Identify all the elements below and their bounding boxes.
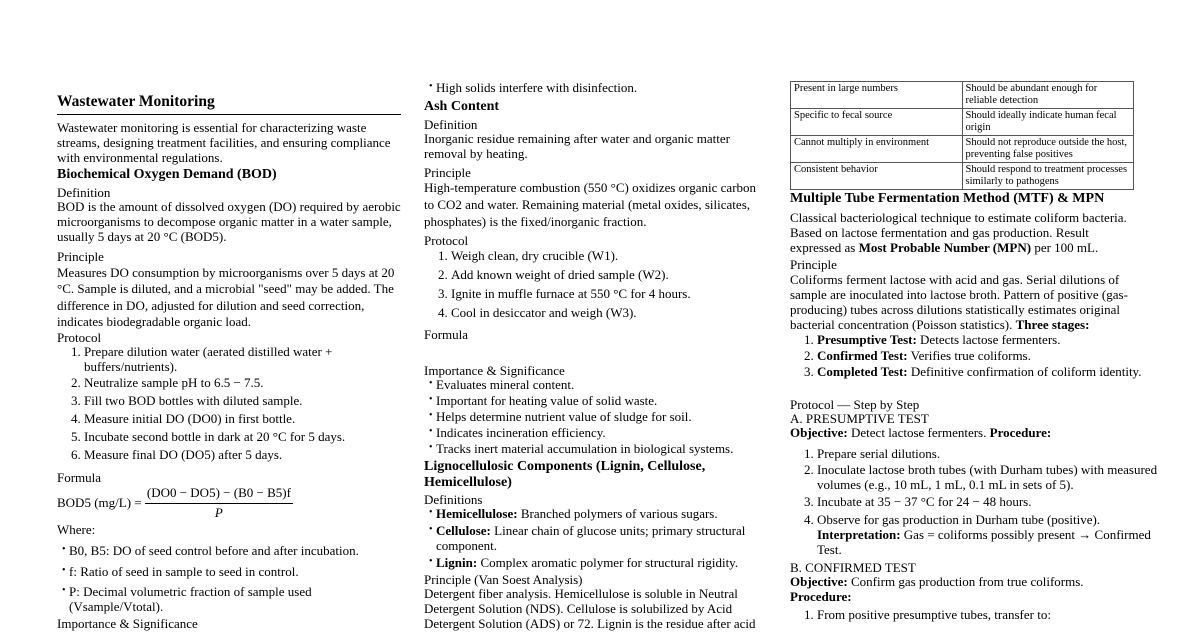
ash-definition-text: Inorganic residue remaining after water and organic matter removal by heating. <box>424 131 730 161</box>
list-item: • Hemicellulose: Branched polymers of various sugars. <box>429 507 767 522</box>
formula-denominator: P <box>214 504 223 520</box>
table-cell: Consistent behavior <box>791 163 963 190</box>
formula-numerator: (DO0 − DO5) − (B0 − B5)f <box>145 486 293 504</box>
list-item: 4. Measure initial DO (DO0) in first bottle. <box>84 412 374 427</box>
list-item: • Important for heating value of solid waste. <box>429 394 767 409</box>
list-item: 3. Incubate at 35 − 37 °C for 24 − 48 hours. <box>817 495 1161 510</box>
list-item: • High solids interfere with disinfection. <box>429 81 767 96</box>
confirmed-heading: B. CONFIRMED TEST <box>790 560 916 575</box>
page-title: Wastewater Monitoring <box>57 93 401 115</box>
list-item: 1. Prepare serial dilutions. <box>817 447 1161 462</box>
formula-fraction <box>145 486 293 521</box>
table-cell: Should ideally indicate human fecal origin <box>962 109 1134 136</box>
mtf-principle-text: Coliforms ferment lactose with acid and gas. Serial dilutions of sample are inoculated into lactose broth. Pattern of positive (gas-producing) tubes across dilutions statistically estimates original bacterial concentration (Poisson statistics). Three stages: <box>790 272 1128 332</box>
list-item: 1. Presumptive Test: Detects lactose fermenters. <box>817 333 1161 348</box>
table-cell: Should respond to treatment processes similarly to pathogens <box>962 163 1134 190</box>
vansoest-label: Principle (Van Soest Analysis) <box>424 572 583 587</box>
presumptive-heading: A. PRESUMPTIVE TEST <box>790 411 929 426</box>
confirmed-objective: Objective: Confirm gas production from true coliforms. Procedure: <box>790 574 1084 604</box>
list-item: • Cellulose: Linear chain of glucose units; primary structural component. <box>429 524 767 554</box>
mtf-heading: Multiple Tube Fermentation Method (MTF) & MPN <box>790 191 1105 206</box>
solids-bullet-list <box>424 81 767 96</box>
table-cell: Present in large numbers <box>791 82 963 109</box>
list-item: 3. Fill two BOD bottles with diluted sample. <box>84 394 374 409</box>
bod-formula <box>57 486 401 521</box>
list-item: • f: Ratio of seed in sample to seed in control. <box>62 565 406 580</box>
list-item: 1. Prepare dilution water (aerated distilled water + buffers/nutrients). <box>84 345 374 375</box>
where-label: Where: <box>57 522 96 537</box>
where-list <box>57 544 406 615</box>
bod-definition-label: Definition <box>57 185 111 200</box>
list-item: • B0, B5: DO of seed control before and after incubation. <box>62 544 406 559</box>
list-item: 3. Completed Test: Definitive confirmation of coliform identity. <box>817 365 1161 380</box>
list-item: 2. Neutralize sample pH to 6.5 − 7.5. <box>84 376 374 391</box>
list-item: 1. From positive presumptive tubes, transfer to: <box>817 608 1161 623</box>
presumptive-steps-list <box>790 447 1161 558</box>
list-item: • Tracks inert material accumulation in biological systems. <box>429 442 767 457</box>
list-item: 1. Weigh clean, dry crucible (W1). <box>451 249 789 264</box>
ligno-definitions-list <box>424 507 767 571</box>
confirmed-steps-list <box>790 608 1161 623</box>
ligno-definitions-label: Definitions <box>424 492 483 507</box>
mtf-stages-list <box>790 333 1161 380</box>
table-row <box>791 109 1134 136</box>
list-item: 3. Ignite in muffle furnace at 550 °C for 4 hours. <box>451 287 789 302</box>
list-item: 5. Incubate second bottle in dark at 20 °C for 5 days. <box>84 430 374 445</box>
bod-principle-text: Measures DO consumption by microorganisms over 5 days at 20 °C. Sample is diluted, and a microbial "seed" may be added. The difference in DO, adjusted for dilution and seed correction, indicates biodegradable organic load. <box>57 265 395 329</box>
list-item: • Indicates incineration efficiency. <box>429 426 767 441</box>
ligno-heading: Lignocellulosic Components (Lignin, Cellulose, Hemicellulose) <box>424 459 706 491</box>
mtf-intro: Classical bacteriological technique to estimate coliform bacteria. Based on lactose fermentation and gas production. Result expressed as Most Probable Number (MPN) per 100 mL. <box>790 210 1127 255</box>
list-item: • Evaluates mineral content. <box>429 378 767 393</box>
ash-heading: Ash Content <box>424 99 500 114</box>
table-cell: Cannot multiply in environment <box>791 136 963 163</box>
table-row <box>791 136 1134 163</box>
bod-definition-text: BOD is the amount of dissolved oxygen (DO) required by aerobic microorganisms to decompose organic matter in a water sample, usually 5 days at 20 °C (BOD5). <box>57 199 401 244</box>
ash-definition-label: Definition <box>424 117 478 132</box>
list-item: 4. Observe for gas production in Durham tube (positive). Interpretation: Gas = coliforms possibly present → Confirmed Test. <box>817 513 1161 558</box>
bod-protocol-list <box>57 345 374 463</box>
list-item: 2. Inoculate lactose broth tubes (with Durham tubes) with measured volumes (e.g., 10 mL, 1 mL, 0.1 mL in sets of 5). <box>817 463 1161 493</box>
bod-heading: Biochemical Oxygen Demand (BOD) <box>57 167 277 182</box>
ash-protocol-list <box>424 249 789 321</box>
ash-protocol-label: Protocol <box>424 233 469 248</box>
mtf-protocol-label: Protocol — Step by Step <box>790 397 920 412</box>
table-cell: Should not reproduce outside the host, preventing false positives <box>962 136 1134 163</box>
bod-formula-label: Formula <box>57 470 102 485</box>
mtf-principle-label: Principle <box>790 257 837 272</box>
list-item: 2. Confirmed Test: Verifies true coliforms. <box>817 349 1161 364</box>
intro-paragraph: Wastewater monitoring is essential for characterizing waste streams, designing treatment facilities, and ensuring compliance with environmental regulations. <box>57 120 391 165</box>
vansoest-text: Detergent fiber analysis. Hemicellulose is soluble in Neutral Detergent Solution (NDS). Cellulose is solubilized by Acid Detergent Solution (ADS) or 72. Lignin is the residue after acid <box>424 586 756 631</box>
table-row <box>791 163 1134 190</box>
ash-formula-label: Formula <box>424 327 469 342</box>
list-item: 2. Add known weight of dried sample (W2). <box>451 268 789 283</box>
table-cell: Specific to fecal source <box>791 109 963 136</box>
list-item: • Lignin: Complex aromatic polymer for structural rigidity. <box>429 556 767 571</box>
ash-importance-list <box>424 378 767 457</box>
list-item: 6. Measure final DO (DO5) after 5 days. <box>84 448 374 463</box>
list-item: • P: Decimal volumetric fraction of sample used (Vsample/Vtotal). <box>62 585 406 615</box>
list-item: • Helps determine nutrient value of sludge for soil. <box>429 410 767 425</box>
ash-principle-label: Principle <box>424 165 471 180</box>
bod-protocol-label: Protocol <box>57 330 102 345</box>
table-cell: Should be abundant enough for reliable detection <box>962 82 1134 109</box>
table-row <box>791 82 1134 109</box>
list-item: 4. Cool in desiccator and weigh (W3). <box>451 306 789 321</box>
ash-principle-text: High-temperature combustion (550 °C) oxidizes organic carbon to CO2 and water. Remaining material (metal oxides, silicates, phosphates) is the fixed/inorganic fraction. <box>424 180 757 229</box>
bod-importance-label: Importance & Significance <box>57 616 198 631</box>
ash-importance-label: Importance & Significance <box>424 363 565 378</box>
formula-lhs: BOD5 (mg/L) = <box>57 494 142 510</box>
presumptive-objective: Objective: Detect lactose fermenters. Procedure: <box>790 425 1052 440</box>
indicator-criteria-table <box>790 81 1134 190</box>
bod-principle-label: Principle <box>57 249 104 264</box>
